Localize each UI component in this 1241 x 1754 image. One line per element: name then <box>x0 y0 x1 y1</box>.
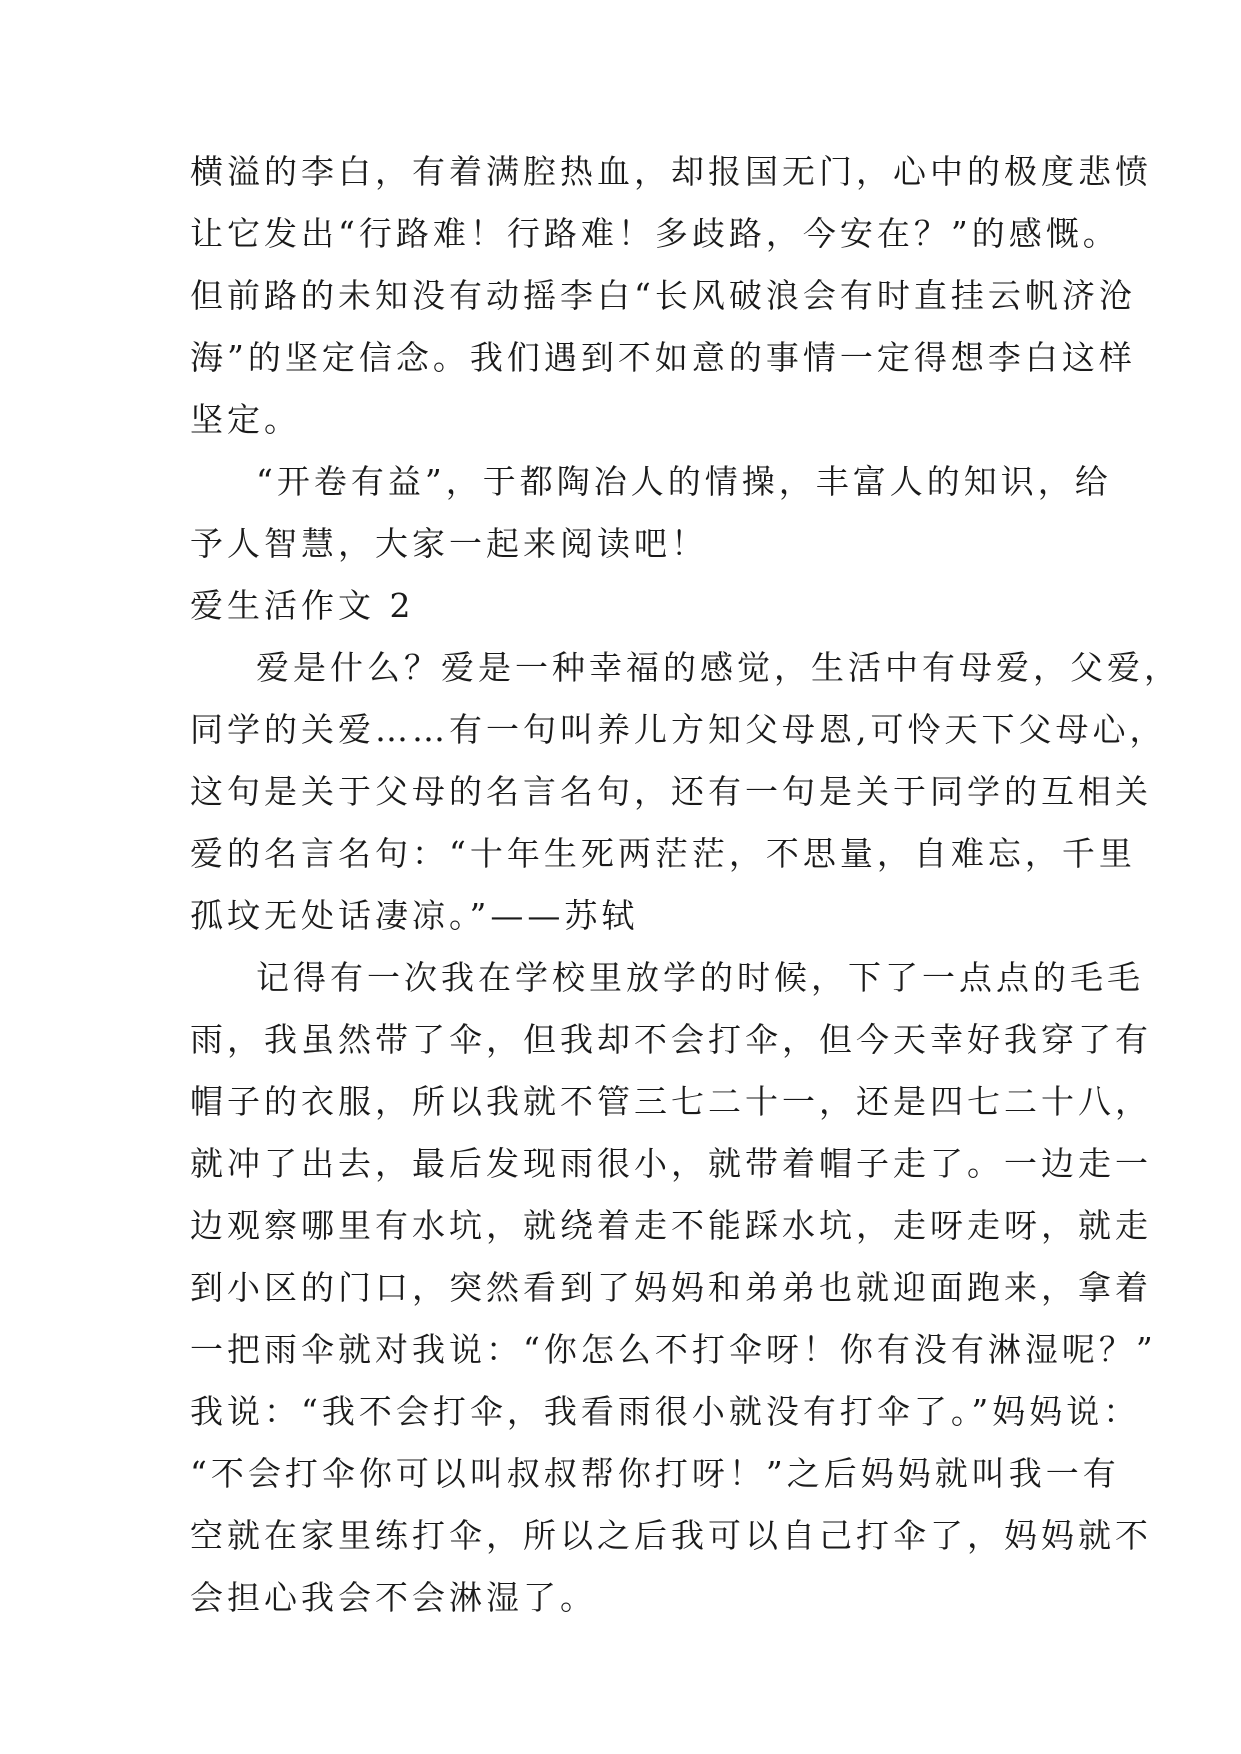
text-line: 记得有一次我在学校里放学的时候，下了一点点的毛毛 <box>256 958 1144 997</box>
text-line: 这句是关于父母的名言名句，还有一句是关于同学的互相关 <box>190 772 1152 811</box>
text-line: “开卷有益”，于都陶冶人的情操，丰富人的知识，给 <box>256 462 1112 501</box>
text-line: 我说：“我不会打伞，我看雨很小就没有打伞了。”妈妈说： <box>190 1392 1141 1431</box>
text-line: 到小区的门口，突然看到了妈妈和弟弟也就迎面跑来，拿着 <box>190 1268 1152 1307</box>
text-line: 就冲了出去，最后发现雨很小，就带着帽子走了。一边走一 <box>190 1144 1152 1183</box>
text-line: 爱是什么？爱是一种幸福的感觉，生活中有母爱，父爱， <box>256 648 1181 687</box>
text-line: 边观察哪里有水坑，就绕着走不能踩水坑，走呀走呀，就走 <box>190 1206 1152 1245</box>
text-line: 予人智慧，大家一起来阅读吧！ <box>190 524 708 563</box>
text-line: 帽子的衣服，所以我就不管三七二十一，还是四七二十八， <box>190 1082 1152 1121</box>
text-line: 孤坟无处话凄凉。”——苏轼 <box>190 896 639 935</box>
text-line: 坚定。 <box>190 400 301 439</box>
text-line: 同学的关爱……有一句叫养儿方知父母恩,可怜天下父母心， <box>190 710 1167 749</box>
text-line: 但前路的未知没有动摇李白“长风破浪会有时直挂云帆济沧 <box>190 276 1136 315</box>
text-line: 一把雨伞就对我说：“你怎么不打伞呀！你有没有淋湿呢？” <box>190 1330 1157 1369</box>
text-line: 雨，我虽然带了伞，但我却不会打伞，但今天幸好我穿了有 <box>190 1020 1152 1059</box>
text-line: 让它发出“行路难！行路难！多歧路，今安在？”的感慨。 <box>190 214 1120 253</box>
text-line: 会担心我会不会淋湿了。 <box>190 1578 597 1617</box>
text-line: 海”的坚定信念。我们遇到不如意的事情一定得想李白这样 <box>190 338 1136 377</box>
text-line: 爱的名言名句：“十年生死两茫茫，不思量，自难忘，千里 <box>190 834 1136 873</box>
text-line: “不会打伞你可以叫叔叔帮你打呀！”之后妈妈就叫我一有 <box>190 1454 1120 1493</box>
text-line: 空就在家里练打伞，所以之后我可以自己打伞了，妈妈就不 <box>190 1516 1152 1555</box>
section-heading: 爱生活作文 2 <box>190 586 415 625</box>
text-line: 横溢的李白，有着满腔热血，却报国无门，心中的极度悲愤 <box>190 152 1152 191</box>
